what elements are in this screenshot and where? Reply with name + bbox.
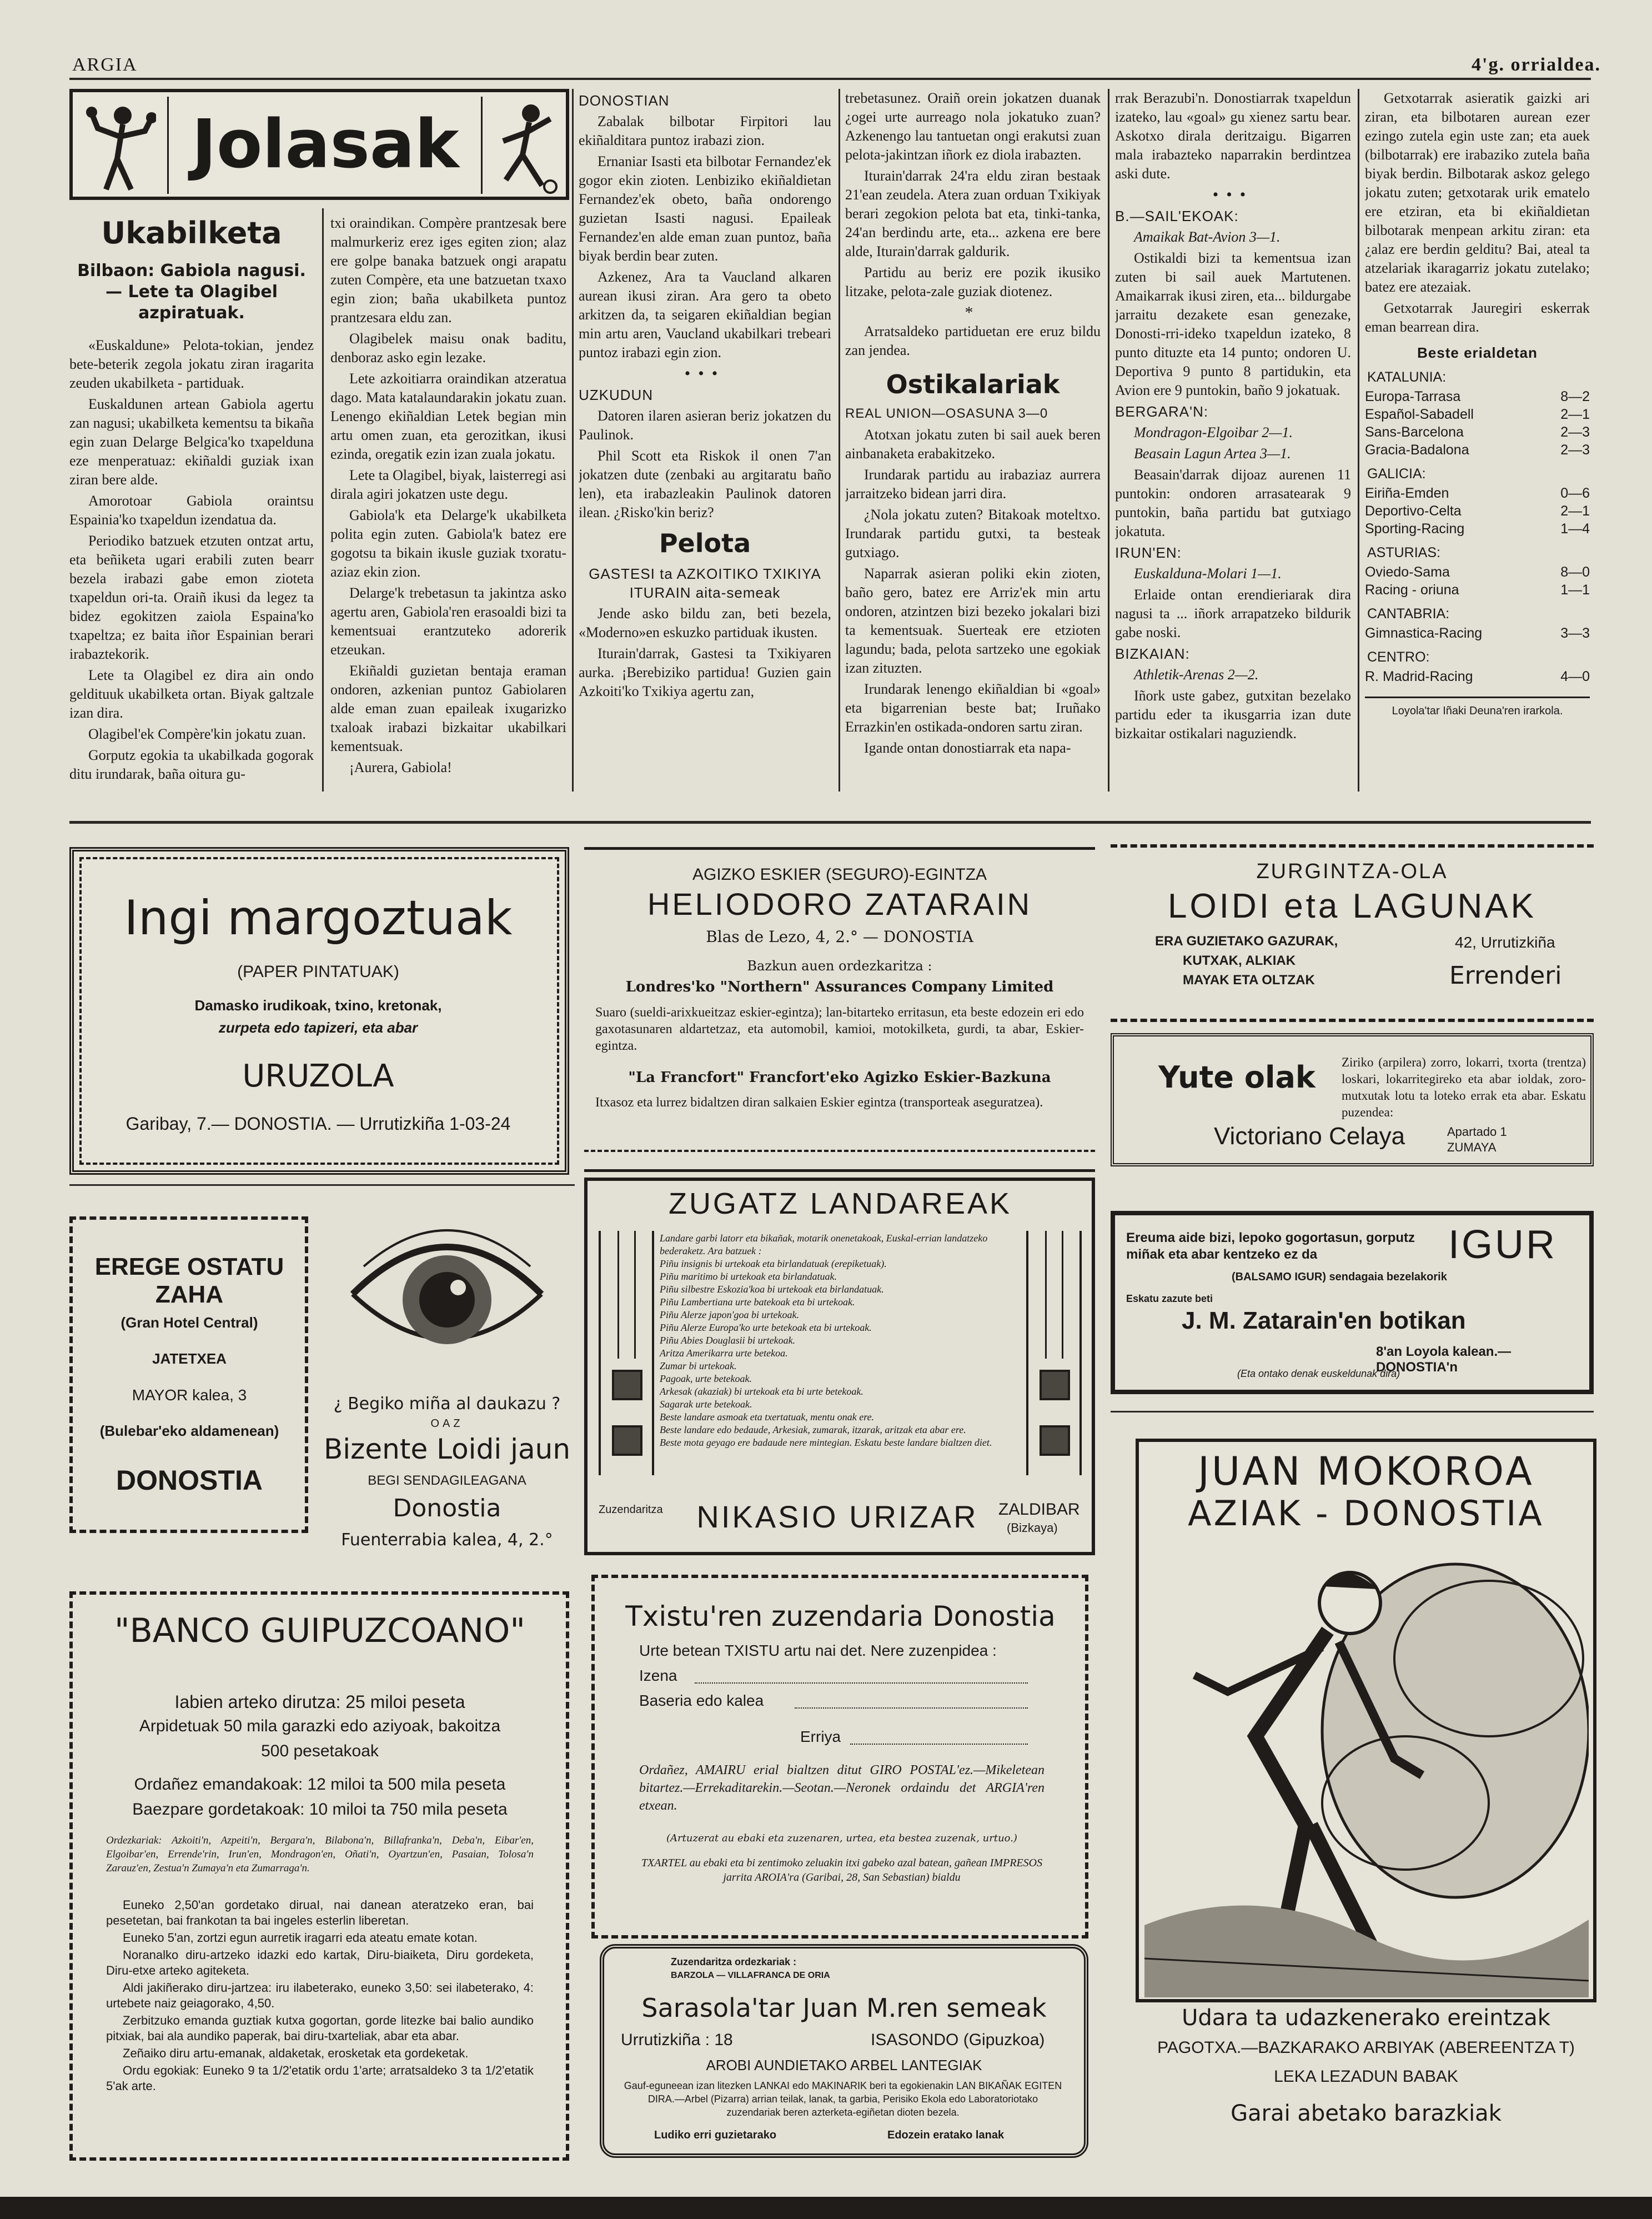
ad-address: MAYOR kalea, 3	[132, 1386, 247, 1404]
ad-line: PAGOTXA.—BAZKARAKO ARBIYAK (ABEREENTZA T)	[1157, 2038, 1575, 2057]
list-item: Piñu insignis bi urtekoak eta birlandatuak (erepiketuak).	[660, 1258, 887, 1269]
result-row	[1365, 668, 1590, 685]
paragraph: Iñork uste gabez, gutxitan bezelako partidu eder ta ikusgarria izan dute bizkaitar ostikalari naguziendk.	[1115, 688, 1351, 742]
match-score: 1—1	[1560, 582, 1590, 598]
ad-address: Fuenterrabia kalea, 4, 2.°	[341, 1530, 553, 1550]
ornament-icon	[612, 1370, 642, 1400]
list-item: Aritza Amerikarra urte betekoa.	[660, 1348, 788, 1359]
section-dots: *	[965, 303, 981, 322]
match-score: 1—4	[1560, 521, 1590, 537]
ad-text: Suaro (sueldi-arixkueitzaz eskier-egintza); lan-bitarteko erritasun, eta beste edozein eri edo gaxotasunaren aldartetzaz, eta automobil, kamioi, motokilketa, gurdi, ta abar, Eskier-egintza.	[595, 1005, 1084, 1053]
ad-title: Txistu'ren zuzendaria Donostia	[625, 1600, 1056, 1632]
list-item: Landare garbi latorr eta bikañak, motarik onenetakoak, Euskal-errian landatzeko bederaketz. Ara batzuek :	[660, 1233, 988, 1256]
ad-loidi-lagunak	[1111, 844, 1594, 1022]
result-row	[1365, 484, 1590, 502]
ad-line: "La Francfort" Francfort'eko Agizko Eskier-Bazkuna	[628, 1069, 1051, 1086]
list-item: Piñu Abies Douglasii bi urtekoak.	[660, 1335, 796, 1346]
match-result: Beasain Lagun Artea 3—1.	[1134, 445, 1291, 462]
article-column-3	[579, 89, 831, 792]
paragraph: Olagibelek maisu onak baditu, denboraz asko egin lezake.	[330, 330, 566, 365]
paragraph: Ostikaldi bizi ta kementsua izan zuten bi sail auek Martutenen. Amaikarrak ikusi ziren, eta... bildurgabe jarraitu dezakete esan genezake, Donosti-rri-ideko txapeldun izateko, 8 punto dituzte eta 14 punto; ondoren U. Deportiva 9 punto 8 partidukin, eta Avion ere 9 puntokin, baño 9 jokatuak.	[1115, 250, 1351, 398]
ornament-icon	[1040, 1425, 1070, 1456]
ad-city: ISASONDO (Gipuzkoa)	[871, 2031, 1045, 2049]
ad-line: zurpeta edo tapizeri, eta abar	[218, 1019, 418, 1036]
paragraph: Ekiñaldi guzietan bentaja eraman ondoren, azkenian puntoz Gabiolaren alde eman zuan epaileak ixugarizko txaloak irabazi bizkaitar ukabilkari kementsuak.	[330, 663, 566, 754]
paragraph: Olagibel'ek Compère'kin jokatu zuan.	[88, 726, 307, 742]
result-row	[1365, 502, 1590, 520]
paragraph: Delarge'k trebetasun ta jakintza asko agertu aren, Gabiola'ren erasoaldi bizi ta kementsuai erantzuteko adorerik etzeukan.	[330, 585, 566, 658]
match-result-head: REAL UNION—OSASUNA 3—0	[845, 406, 1048, 421]
ad-line: Garai abetako barazkiak	[1231, 2101, 1502, 2126]
paragraph: Lete ta Olagibel, biyak, laisterregi asi dirala agiri jokatzen uste degu.	[330, 467, 566, 502]
list-item: Sagarak urte betekoak.	[660, 1399, 752, 1410]
list-item: Noranalko diru-artzeko idazki edo kartak, Diru-biaiketa, Diru gordeketa, Diru-etxe arteko agiteketa.	[106, 1948, 534, 1977]
ad-line: Ereuma aide bizi, lepoko gogortasun, gorputz miñak eta abar kentzeko ez da	[1126, 1230, 1415, 1262]
section-dots: •••	[684, 364, 726, 383]
newspaper-name: ARGIA	[72, 54, 138, 75]
paragraph: Gorputz egokia ta ukabilkada gogorak ditu irundarak, baña oitura gu-	[69, 747, 314, 782]
paragraph: Iturain'darrak, Gastesi ta Txikiyaren aurka. ¡Berebiziko partidua! Guzien gain Azkoiti'ko Txikiya agertu zan,	[579, 645, 831, 699]
results-table	[1365, 668, 1590, 685]
match-result: Euskalduna-Molari 1—1.	[1134, 565, 1282, 582]
list-item: Piñu Lambertiana urte batekoak eta bi urtekoak.	[660, 1296, 855, 1308]
town-field[interactable]	[850, 1744, 1028, 1745]
article-subtitle: Bilbaon: Gabiola nagusi.— Lete ta Olagibel azpiratuak.	[77, 261, 306, 323]
paragraph: ¿Nola jokatu zuten? Bitakoak moteltxo. Irundarak partidu gutxi, ta besteak gutxiago.	[845, 507, 1101, 560]
section-dots: •••	[1212, 186, 1254, 204]
form-label-name: Izena	[639, 1667, 677, 1684]
paragraph: Jende asko bildu zan, beti bezela, «Moderno»en eskuzko partiduak ikusten.	[579, 605, 831, 640]
match-name: Deportivo-Celta	[1365, 503, 1462, 519]
ad-line: ERA GUZIETAKO GAZURAK,	[1155, 934, 1338, 949]
paragraph: Datoren ilaren asieran beriz jokatzen du Paulinok.	[579, 408, 831, 443]
form-label-street: Baseria edo kalea	[639, 1692, 764, 1709]
list-item: Piñu Alerze Europa'ko urte betekoak eta bi urtekoak.	[660, 1322, 872, 1333]
ad-line: Londres'ko "Northern" Assurances Company Limited	[625, 979, 1054, 995]
list-item: Beste landare asmoak eta txertatuak, mentu onak ere.	[660, 1411, 875, 1422]
ad-subtitle: (PAPER PINTATUAK)	[237, 963, 399, 981]
ad-txistu-subscription	[591, 1575, 1088, 1939]
ad-address: Blas de Lezo, 4, 2.° — DONOSTIA	[706, 928, 973, 946]
paragraph: Iturain'darrak 24'ra eldu ziran bestaak 21'ean zeudela. Atera zuan orduan Txikiyak berari zegokion pelota bat eta, tinki-tanka, 24'an berdindu arte, eta... azkena ere bere alde, Iturain'darrak galdurik.	[845, 168, 1101, 259]
paragraph: Periodiko batzuek etzuten ontzat artu, eta beñiketa ugari erabili zuten bearr bezela irabazi gabe emon zioteta txapeldun ori-ta. Oraiñ ikusi da legez ta bidez egokitzen zaiola Espaina'ko txapeltza; ez baita iñor Espainian berari irabaztekorik.	[69, 533, 314, 662]
results-title: Beste erialdetan	[1417, 344, 1538, 361]
ad-line: Zuzendaritza ordezkariak :	[671, 1956, 797, 1967]
section-title: Jolasak	[192, 106, 459, 183]
paragraph: Irundarak partidu au irabaziaz aurrera jarraitzeko bidean jarri dira.	[845, 467, 1101, 502]
match-score: 8—0	[1560, 564, 1590, 580]
street-field[interactable]	[795, 1707, 1028, 1709]
ad-line: AROBI AUNDIETAKO ARBEL LANTEGIAK	[706, 2057, 982, 2073]
ads-rule	[69, 1184, 575, 1186]
printer-caption: Loyola'tar Iñaki Deuna'ren irarkola.	[1365, 697, 1590, 720]
ad-note: (Artuzerat au ebaki eta zuzenaren, urtea, eta bestea zuzenak, urtuo.)	[666, 1832, 1017, 1844]
ad-address: Apartado 1 ZUMAYA	[1447, 1125, 1507, 1154]
paragraph: Atotxan jokatu zuten bi sail auek beren ainbanaketa erabakitzeko.	[845, 427, 1101, 462]
ad-text: Ordañez, AMAIRU erial bialtzen ditut GIRO POSTAL'ez.—Mikeletean bitartez.—Errekaditarekin.—Seotan.—Neronek ordaindu det ARGIA'ren etxean.	[639, 1763, 1045, 1813]
region-name: CENTRO:	[1367, 649, 1430, 665]
ad-line: Urte betean TXISTU artu nai det. Nere zuzenpidea :	[639, 1642, 997, 1659]
ad-line: Udara ta udazkenerako ereintzak	[1182, 2005, 1550, 2031]
list-item: Beste landare edo bedaude, Arkesiak, zumarak, itzarak, aritzak eta abar ere.	[660, 1424, 966, 1435]
jolasak-masthead	[69, 89, 569, 200]
ad-yute-olak	[1111, 1033, 1594, 1166]
article-column-1	[69, 214, 314, 792]
paragraph: Irundarak lenengo ekiñaldian bi «goal» eta bigarrenian beste bat; Iruñako Errazkin'en ostikada-ondoren sartu ziran.	[845, 681, 1101, 735]
paragraph: Naparrak asieran poliki ekin zioten, baño gero, batez ere Arriz'ek min artu ondoren, atzintzen bizi bezeko jokalari bizi ta kementsuak. Suerteak ere etzioten lagundu; bada, pelota sartzeko une egokiak izan zituzten.	[845, 565, 1101, 676]
ad-line: Eskatu zazute beti	[1126, 1293, 1213, 1304]
column-rule	[1358, 89, 1359, 792]
match-name: Oviedo-Sama	[1365, 564, 1450, 580]
result-row	[1365, 563, 1590, 581]
paragraph: Gabiola'k eta Delarge'k ukabilketa polita egin zuten. Gabiola'k batez ere gogotsu ta bikain ikusle guziak txoratu-aziaz ekin zion.	[330, 507, 566, 580]
ad-line: LEKA LEZADUN BABAK	[1274, 2067, 1458, 2086]
ad-mokoroa-aziak	[1136, 1439, 1596, 2002]
ad-title: Yute olak	[1158, 1060, 1315, 1095]
ad-name: LOIDI eta LAGUNAK	[1168, 887, 1536, 925]
ad-note: TXARTEL au ebaki eta bi zentimoko zeluakin itxi gabeko azal batean, gañean IMPRESOS jarrita AROIA'ra (Garibai, 28, San Sebastian) bialdu	[641, 1857, 1043, 1884]
ad-line: MAYAK ETA OLTZAK	[1183, 973, 1315, 988]
results-table	[1365, 563, 1590, 599]
ad-line: AGIZKO ESKIER (SEGURO)-EGINTZA	[692, 865, 987, 884]
ad-erege-ostatu	[69, 1216, 308, 1533]
ad-line: Bazkun auen ordezkaritza :	[747, 958, 932, 974]
ad-zatarain-seguros	[584, 847, 1095, 1172]
ad-brand: IGUR	[1448, 1223, 1557, 1267]
ad-line: Arpidetuak 50 mila garazki edo aziyoak, bakoitza	[139, 1717, 501, 1735]
match-score: 3—3	[1560, 625, 1590, 641]
results-table	[1365, 484, 1590, 538]
list-item: Zumar bi urtekoak.	[660, 1360, 737, 1371]
sower-illustration	[1144, 1536, 1589, 1997]
ad-name: Victoriano Celaya	[1214, 1123, 1405, 1150]
result-row	[1365, 441, 1590, 459]
column-rule	[1108, 89, 1109, 792]
paragraph: Ernaniar Isasti eta bilbotar Fernandez'ek gogor ekin zioten. Lenbiziko ekiñaldietan Fernandez'ek obeto, baña ondorengo guzietan Isasti nagusi. Epaileak Fernandez'en alde eman zuan puntoz, baña biyak berdin bear zuten.	[579, 153, 831, 264]
paragraph: txi oraindikan. Compère prantzesak bere malmurkeriz erez iges egiten zion; alaz ere golpe banaka batzuek ongi arapatu zuten Compère, eta une batzuetan txaxo egin zion; baña ukabilketa puntoz prantzesara eldu zan.	[330, 215, 566, 325]
list-item: Ordu egokiak: Euneko 9 ta 1/2'etatik ordu 1'arte; arratsaldeko 3 ta 1/2'etatik 5'ak arte.	[106, 2063, 534, 2093]
match-name: Español-Sabadell	[1365, 407, 1474, 422]
page-number: 4'g. orrialdea.	[1472, 54, 1601, 75]
region-name: ASTURIAS:	[1367, 545, 1440, 560]
ad-name: HELIODORO ZATARAIN	[647, 886, 1032, 921]
ad-name: Sarasola'tar Juan M.ren semeak	[641, 1993, 1047, 2023]
result-row	[1365, 624, 1590, 642]
header-rule	[69, 78, 1591, 80]
ad-line: BARZOLA — VILLAFRANCA DE ORIA	[671, 1971, 830, 1980]
paragraph: rrak Berazubi'n. Donostiarrak txapeldun izateko, lau «goal» gu xienez sartu bear. Askotxo dirala deritzaigu. Bigarren mala irabazteko naparrakin berdintzea aski dute.	[1115, 90, 1351, 182]
list-item: Arkesak (akaziak) bi urtekoak eta bi urte betekoak.	[660, 1386, 863, 1397]
match-score: 2—1	[1560, 503, 1590, 519]
ad-question: ¿ Begiko miña al daukazu ?	[333, 1394, 561, 1414]
ad-line: OAZ	[430, 1417, 464, 1430]
result-row	[1365, 581, 1590, 599]
match-result: Athletik-Arenas 2—2.	[1134, 667, 1259, 683]
article-subtitle: GASTESI ta AZKOITIKO TXIKIYA ITURAIN aita-semeak	[589, 565, 821, 601]
ad-line: Edozein eratako lanak	[887, 2129, 1005, 2141]
ad-line: (BALSAMO IGUR) sendagaia bezelakorik	[1232, 1271, 1447, 1283]
ad-line: Ordañez emandakoak: 12 miloi ta 500 mila peseta	[134, 1775, 506, 1794]
ad-line: Baezpare gordetakoak: 10 miloi ta 750 mila peseta	[132, 1800, 508, 1819]
result-row	[1365, 388, 1590, 405]
ads-rule	[1111, 1411, 1594, 1412]
match-name: R. Madrid-Racing	[1365, 669, 1473, 684]
ad-phone: Urrutizkiña : 18	[621, 2031, 733, 2049]
ad-sarasola-arbel	[600, 1944, 1088, 2158]
match-result: Mondragon-Elgoibar 2—1.	[1134, 424, 1293, 440]
ad-address: ZALDIBAR	[998, 1500, 1080, 1519]
section-head: B.—SAIL'EKOAK:	[1115, 208, 1239, 224]
ad-city: DONOSTIA	[116, 1465, 263, 1496]
match-score: 2—3	[1560, 424, 1590, 440]
paragraph: Beasain'darrak dijoaz aurenen 11 puntokin: ondoren arrasatearak 9 puntokin, baña partidu bat gutxiago jokatuta.	[1115, 467, 1351, 539]
list-item: Beste mota geyago ere badaude nere mintegian. Eskatu beste landare bialtzen diet.	[660, 1437, 992, 1448]
section-head: BIZKAIAN:	[1115, 645, 1190, 662]
paragraph: Lete azkoitiarra oraindikan atzeratua dago. Mata katalaundarakin jokatu zuan. Lenengo ekiñaldian Letek begian min artu omen zuan, eta gerozitkan, ikusi ezinda, oregatik ezin izan zuala jokatu.	[330, 370, 566, 462]
match-name: Eiriña-Emden	[1365, 485, 1449, 501]
list-item: Pagoak, urte betekoak.	[660, 1373, 752, 1384]
ad-zugatz-landareak	[584, 1178, 1095, 1555]
ad-subtitle: AZIAK - DONOSTIA	[1188, 1493, 1544, 1534]
article-column-4	[845, 89, 1101, 792]
article-column-6	[1365, 89, 1590, 792]
match-name: Sporting-Racing	[1365, 521, 1465, 537]
ad-line: (Eta ontako denak euskeldunak dira)	[1237, 1368, 1400, 1379]
paragraph: Getxotarrak Jauregiri eskerrak eman bearrean dira.	[1365, 300, 1590, 335]
ad-text: Ziriko (arpilera) zorro, lokarri, txorta (trentza) loskari, lokarritegireko eta abar ioldak, zoro-mutxutak lotu ta loteko errak eta abar. Eskatu puzendea:	[1342, 1055, 1586, 1119]
results-table	[1365, 624, 1590, 642]
ad-line: JATETXEA	[152, 1350, 227, 1367]
region-name: KATALUNIA:	[1367, 369, 1447, 385]
list-item: Zeñaiko diru artu-emanak, aldaketak, erosketak eta gordeketak.	[123, 2046, 469, 2060]
ad-title: "BANCO GUIPUZCOANO"	[114, 1611, 525, 1650]
paragraph: Getxotarrak asieratik gaizki ari ziran, eta bilbotaren aurean ezer ezingo zutela egin uste zan; eta auek (bilbotarrak) ere irabaziko zutela baña biyak berdin. Bilbotarak askoz gelego jokatu zuten; getxotarak urik ematelo ere etziran, eta bi ekiñaldietan bilbotarak menpean arkitu ziran: eta ¿alaz ere berdin gelditu? Bai, ateal ta atzelariak ikaragarriz jokatu zutelako; batez ere atezaiak.	[1365, 90, 1590, 295]
list-item: Aldi jakiñerako diru-jartzea: iru ilabeterako, euneko 3,50: sei ilabeterako, 4: urtebete naiz geiagorako, 4,50.	[106, 1981, 534, 2010]
article-column-5	[1115, 89, 1351, 792]
ad-species-list	[660, 1232, 1021, 1449]
article-column-2	[330, 214, 566, 792]
match-name: Gimnastica-Racing	[1365, 625, 1483, 641]
paragraph: Erlaide ontan erendieriarak dira nagusi ta ... iñork arrapatzeko bildurik gabe noski.	[1115, 587, 1351, 640]
results-table	[1365, 388, 1590, 459]
form-label-town: Erriya	[800, 1728, 841, 1745]
match-name: Gracia-Badalona	[1365, 442, 1469, 458]
match-name: Europa-Tarrasa	[1365, 389, 1461, 404]
article-title-ukabilketa: Ukabilketa	[101, 216, 282, 251]
ad-ingi-margoztuak	[69, 847, 569, 1175]
paragraph: Phil Scott eta Riskok il onen 7'an jokatzen dute (zenbaki au argitaratu baño len), eta irabazleakin Paulinok datoren ilean. ¿Risko'kin beriz?	[579, 448, 831, 520]
result-row	[1365, 405, 1590, 423]
ad-line: Damasko irudikoak, txino, kretonak,	[194, 997, 442, 1014]
list-item: Piñu silbestre Eskozia'koa bi urtekoak eta birlandatuak.	[660, 1284, 884, 1295]
ad-subtitle: (Gran Hotel Central)	[120, 1314, 258, 1331]
ad-name: Bizente Loidi jaun	[323, 1433, 571, 1465]
ad-city: Errenderi	[1449, 961, 1562, 990]
ad-city: Donostia	[393, 1494, 501, 1522]
ad-begi-sendagile	[319, 1216, 575, 1572]
ad-line: 500 pesetakoak	[261, 1742, 379, 1760]
masthead-divider-right	[481, 97, 483, 194]
name-field[interactable]	[695, 1682, 1028, 1684]
ad-banco-guipuzcoano	[69, 1591, 569, 2161]
ad-name: J. M. Zatarain'en botikan	[1182, 1307, 1466, 1334]
ad-line: Ludiko erri guzietarako	[654, 2129, 777, 2141]
paragraph: Igande ontan donostiarrak eta napa-	[864, 740, 1071, 756]
paragraph: Euskaldunen artean Gabiola agertu zan nagusi; ukabilketa kementsu ta bikaña egin zuan Delarge Belgica'ko txapelduna eze menperatuaz: ekiñaldi guziak ixan ziran bere alde.	[69, 396, 314, 488]
ornament-icon	[612, 1425, 642, 1456]
region-name: GALICIA:	[1367, 466, 1426, 482]
ad-text: Gauf-eguneean izan litezken LANKAI edo MAKINARIK beri ta egokienakin LAN BIKAÑAK EGITEN DIRA.—Arbel (Pizarra) arrian teilak, lanak, ta garbia, Perisiko Ekola edo Laboratoriotako zuzendariak beren azterketa-egiñetan dioten bezela.	[624, 2080, 1062, 2118]
football-player-icon	[489, 97, 561, 194]
match-score: 2—1	[1560, 407, 1590, 422]
ad-title: ZUGATZ LANDAREAK	[668, 1187, 1012, 1220]
ad-services-list	[106, 1897, 534, 2096]
section-head: UZKUDUN	[579, 387, 654, 403]
list-item: Piñu Alerze japon'goa bi urtekoak.	[660, 1309, 799, 1320]
paragraph: trebetasunez. Oraiñ orein jokatzen duanak ¿ogei urte aurreago nola jokatuko zuan? Azkenengo lau tantuetan ongi erakutsi zuan pelota-jakintzan iñork ez diola irabazten.	[845, 90, 1101, 163]
paragraph: Azkenez, Ara ta Vaucland alkaren aurean ikusi ziran. Ara gero ta obeto arkitzen da, ta seigaren ekiñaldian begian min artu aren, Vaucland ukabilkari trebeari puntoz irabazi egin zion.	[579, 269, 831, 360]
masthead-divider-left	[167, 97, 169, 194]
ornament-icon	[1040, 1370, 1070, 1400]
ad-name: URUZOLA	[242, 1058, 394, 1094]
ad-title: JUAN MOKOROA	[1198, 1449, 1534, 1494]
ad-address: 42, Urrutizkiña	[1455, 934, 1555, 951]
list-item: Piñu maritimo bi urtekoak eta birlandatuak.	[660, 1271, 837, 1282]
match-score: 0—6	[1560, 485, 1590, 501]
result-row	[1365, 423, 1590, 441]
ad-line: Iabien arteko dirutza: 25 miloi peseta	[174, 1692, 465, 1712]
boxer-figure-icon	[84, 98, 156, 192]
match-name: Racing - oriuna	[1365, 582, 1459, 598]
column-rule	[572, 89, 574, 792]
paragraph: ¡Aurera, Gabiola!	[349, 759, 452, 775]
ad-name: NIKASIO URIZAR	[696, 1499, 978, 1534]
paragraph: Amorotoar Gabiola oraintsu Espainia'ko txapeldun izendatua da.	[69, 493, 314, 528]
article-title-ostikalariak: Ostikalariak	[886, 369, 1060, 399]
ad-text: Itxasoz eta lurrez bidaltzen diran salkaien Eskier egintza (transporteak aseguratzea).	[595, 1095, 1043, 1110]
match-score: 8—2	[1560, 389, 1590, 404]
ad-address: Garibay, 7.— DONOSTIA. — Urrutizkiña 1-03-24	[125, 1114, 511, 1134]
paragraph: Arratsaldeko partiduetan ere eruz bildu zan jendea.	[845, 323, 1101, 358]
match-name: Sans-Barcelona	[1365, 424, 1464, 440]
result-row	[1365, 520, 1590, 538]
scan-edge	[0, 2197, 1652, 2219]
ad-title: EREGE OSTATU ZAHA	[94, 1253, 284, 1308]
column-rule	[322, 208, 324, 792]
list-item: Euneko 2,50'an gordetako diruaI, nai danean ateratzeko eran, bai pesetetan, bai frankotan ta bai ingeles esterlin liberetan.	[106, 1898, 534, 1927]
section-head: IRUN'EN:	[1115, 544, 1182, 561]
ad-line: ZURGINTZA-OLA	[1256, 860, 1448, 883]
section-head: BERGARA'N:	[1115, 403, 1209, 420]
region-name: CANTABRIA:	[1367, 606, 1450, 622]
ad-line: KUTXAK, ALKIAK	[1183, 953, 1296, 968]
paragraph: Partidu au beriz ere pozik ikusiko litzake, pelota-zale guziak diotenez.	[845, 264, 1101, 299]
article-title-pelota: Pelota	[659, 528, 751, 558]
paragraph: «Euskaldune» Pelota-tokian, jendez bete-beterik zegola jokatu ziran iragarita zeuden ukabilketa - partiduak.	[69, 337, 314, 391]
eye-icon	[342, 1216, 553, 1383]
ad-address: 8'an Loyola kalean.—DONOSTIA'n	[1376, 1344, 1512, 1375]
match-score: 4—0	[1560, 669, 1590, 684]
list-item: Euneko 5'an, zortzi egun aurretik iragarri eda ateatu emate kotan.	[123, 1931, 478, 1945]
results-regions	[1365, 368, 1590, 685]
section-head: DONOSTIAN	[579, 92, 670, 109]
match-result: Amaikak Bat-Avion 3—1.	[1134, 229, 1281, 245]
match-score: 2—3	[1560, 442, 1590, 458]
paragraph: Zabalak bilbotar Firpitori lau ekiñalditara puntoz irabazi zion.	[579, 113, 831, 148]
ad-address: (Bizkaya)	[1007, 1521, 1058, 1535]
ad-title: Ingi margoztuak	[124, 890, 513, 946]
ad-line: BEGI SENDAGILEAGANA	[368, 1473, 526, 1488]
ad-line: (Bulebar'eko aldamenean)	[99, 1422, 279, 1439]
ad-igur	[1111, 1211, 1594, 1394]
paragraph: Lete ta Olagibel ez dira ain ondo geldituuk ukabilketa ortan. Biyak galtzale izan dira.	[69, 667, 314, 721]
column-rule	[838, 89, 840, 792]
ad-branches: Ordezkariak: Azkoiti'n, Azpeiti'n, Bergara'n, Bilabona'n, Billafranka'n, Deba'n, Eibar'en, Elgoibar'en, Errende'rin, Irun'en, Mondragon'en, Oñati'n, Oyartzun'en, Pasaian, Tolosa'n Zarauz'en, Zestua'n Zumaya'n eta Zumarraga'n.	[106, 1835, 534, 1874]
list-item: Zerbitzuko emanda guztiak kutxa gogortan, gorde litezke bai balio aundiko pitxiak, bai ala aundiko paperak, bai diru-txarteliak, abar eta abar.	[106, 2013, 534, 2043]
ad-line: Zuzendaritza	[599, 1504, 663, 1516]
ads-section-rule	[69, 821, 1591, 824]
